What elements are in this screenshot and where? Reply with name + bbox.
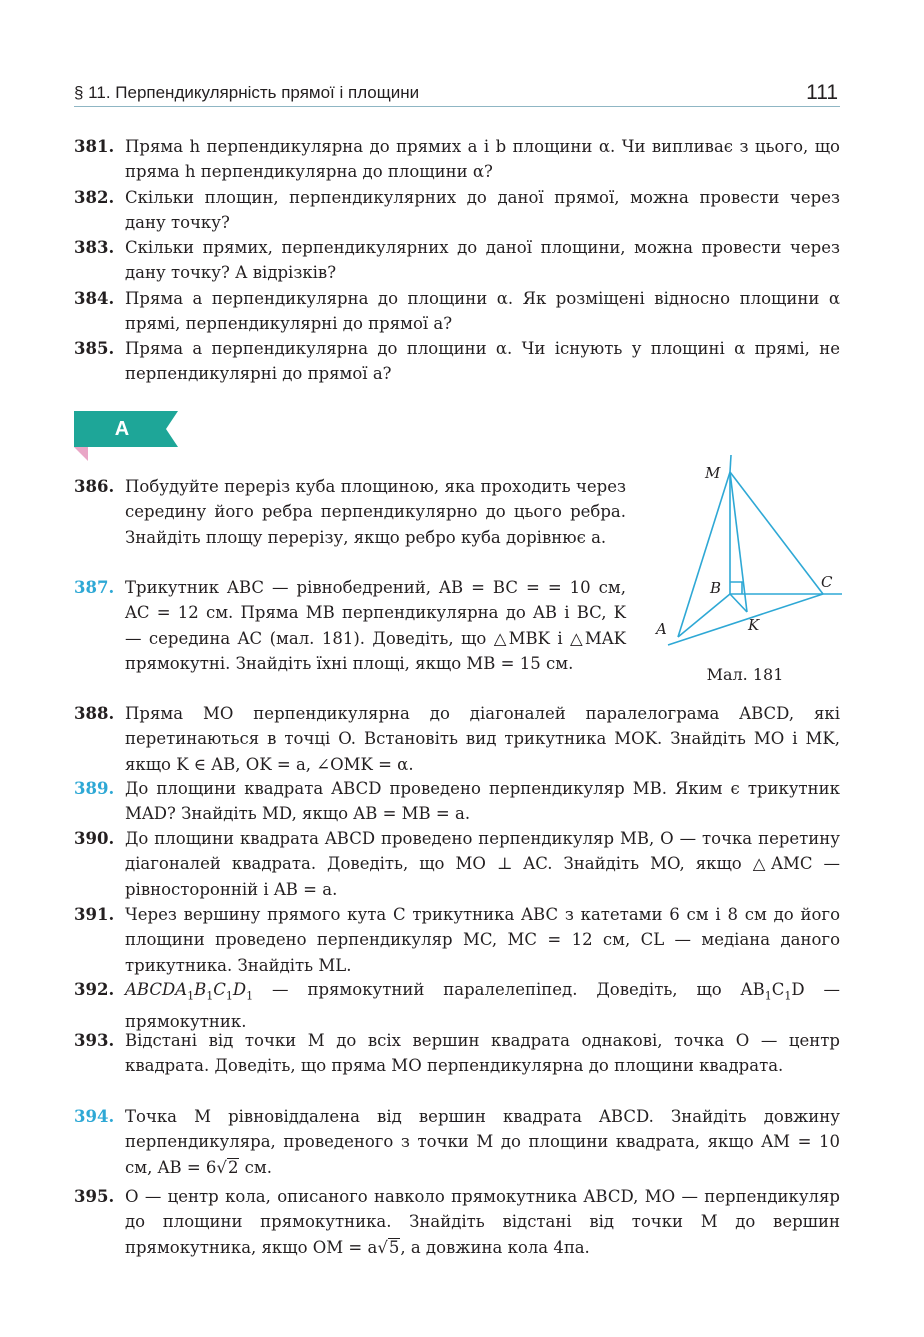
problem-number: 387.	[74, 578, 115, 597]
text-part: C	[771, 980, 785, 999]
problem-382	[74, 185, 840, 236]
problem-395	[74, 1184, 840, 1260]
subscript: 1	[225, 989, 233, 1003]
problem-number: 395.	[74, 1187, 115, 1206]
problem-387	[74, 575, 626, 676]
subscript: 1	[187, 989, 195, 1003]
subscript: 1	[246, 989, 254, 1003]
text-part: C	[213, 980, 226, 999]
edge-m-top	[730, 455, 731, 472]
problem-385	[74, 336, 840, 387]
problem-number: 383.	[74, 238, 115, 257]
text-part: B	[194, 980, 207, 999]
figure-181	[650, 452, 850, 692]
text-part: ABCDA	[125, 980, 188, 999]
subscript: 1	[206, 989, 214, 1003]
subscript: 1	[764, 989, 772, 1003]
problem-text	[125, 1184, 840, 1260]
problem-text: Пряма MO перпендикулярна до діагоналей паралелограма ABCD, які перетинаються в точці O. Встановіть вид трикутника MOK. Знайдіть MO і MK, якщо K ∈ AB, OK = a, ∠OMK = α.	[125, 704, 840, 774]
problem-number: 381.	[74, 137, 115, 156]
problem-number: 386.	[74, 477, 115, 496]
problem-392	[74, 977, 840, 1034]
sqrt-symbol: √	[216, 1157, 227, 1177]
text-part: , а довжина кола 4πa.	[400, 1237, 590, 1257]
problem-394	[74, 1104, 840, 1180]
point-label-k: K	[748, 616, 760, 634]
problem-text: До площини квадрата ABCD проведено перпендикуляр MB. Яким є трикутник MAD? Знайдіть MD, якщо AB = MB = a.	[125, 779, 840, 824]
problem-text: Через вершину прямого кута C трикутника ABC з катетами 6 см і 8 см до його площини проведено перпендикуляр MC, MC = 12 см, CL — медіана даного трикутника. Знайдіть ML.	[125, 905, 840, 975]
problem-text: Пряма a перпендикулярна до площини α. Чи існують у площині α прямі, не перпендикулярні до прямої a?	[125, 339, 840, 384]
problem-text: Пряма a перпендикулярна до площини α. Як розміщені відносно площини α прямі, перпендикулярні до прямої a?	[125, 289, 840, 334]
text-part: D	[232, 980, 247, 999]
text-part: Точка M рівновіддалена від вершин квадрата ABCD. Знайдіть довжину перпендикуляра, проведеного з точки M до площини квадрата, якщо AM = 10 см, AB = 6	[125, 1107, 840, 1177]
page-number: 111	[806, 81, 838, 104]
problem-number: 384.	[74, 289, 115, 308]
figure-caption: Мал. 181	[706, 665, 784, 684]
problem-number: 390.	[74, 829, 115, 848]
problem-text	[125, 977, 840, 1034]
subscript: 1	[784, 989, 792, 1003]
point-label-b: B	[710, 579, 722, 597]
edge-ma	[678, 472, 730, 637]
sqrt-symbol: √	[377, 1237, 388, 1257]
problem-390	[74, 826, 840, 902]
problem-383	[74, 235, 840, 286]
edge-mk	[730, 472, 747, 612]
section-a-tab	[74, 411, 180, 461]
text-part: — прямокутний паралелепіпед. Доведіть, що AB	[253, 980, 765, 999]
problem-text: Пряма h перпендикулярна до прямих a і b площини α. Чи випливає з цього, що пряма h перпендикулярна до площини α?	[125, 137, 840, 182]
problem-386	[74, 474, 626, 550]
problem-381	[74, 134, 840, 185]
problem-393	[74, 1028, 840, 1079]
radicand: 5	[388, 1237, 400, 1257]
problem-text: Скільки прямих, перпендикулярних до даної площини, можна провести через дану точку? А відрізків?	[125, 238, 840, 283]
problem-number: 382.	[74, 188, 115, 207]
problem-text: Скільки площин, перпендикулярних до даної прямої, можна провести через дану точку?	[125, 188, 840, 233]
text-part: O — центр кола, описаного навколо прямокутника ABCD, MO — перпендикуляр до площини прямокутника. Знайдіть відстані від точки M до вершин прямокутника, якщо OM = a	[125, 1187, 840, 1257]
problem-number: 389.	[74, 779, 115, 798]
problem-text	[125, 1104, 840, 1180]
point-label-m: M	[705, 464, 721, 482]
edge-mc	[730, 472, 823, 594]
right-angle-mark	[730, 582, 742, 594]
problem-388	[74, 701, 840, 777]
problem-384	[74, 286, 840, 337]
radicand: 2	[227, 1157, 239, 1177]
section-label: A	[114, 418, 130, 440]
section-tab-corner	[74, 447, 88, 461]
problem-number: 392.	[74, 980, 115, 999]
problem-number: 385.	[74, 339, 115, 358]
problem-text: Побудуйте переріз куба площиною, яка проходить через середину його ребра перпендикулярно до цього ребра. Знайдіть площу перерізу, якщо ребро куба дорівнює a.	[125, 477, 626, 547]
point-label-a: A	[656, 620, 667, 638]
problem-text: До площини квадрата ABCD проведено перпендикуляр MB, O — точка перетину діагоналей квадрата. Доведіть, що MO ⊥ AC. Знайдіть MO, якщо △AMC — рівносторонній і AB = a.	[125, 829, 840, 899]
problem-391	[74, 902, 840, 978]
problem-389	[74, 776, 840, 827]
problem-text: Відстані від точки M до всіх вершин квадрата однакові, точка O — центр квадрата. Доведіть, що пряма MO перпендикулярна до площини квадрата.	[125, 1031, 840, 1076]
text-part: см.	[239, 1157, 273, 1177]
point-label-c: C	[821, 573, 833, 591]
problem-number: 393.	[74, 1031, 115, 1050]
page-header	[74, 78, 840, 107]
text-part: D — прямокутник.	[125, 980, 840, 1031]
edge-ba	[678, 594, 730, 637]
problem-text: Трикутник ABC — рівнобедрений, AB = BC = = 10 см, AC = 12 см. Пряма MB перпендикулярна до AB і BC, K — середина AC (мал. 181). Доведіть, що △MBK і △MAK прямокутні. Знайдіть їхні площі, якщо MB = 15 см.	[125, 578, 626, 673]
problem-number: 394.	[74, 1107, 115, 1126]
problem-number: 388.	[74, 704, 115, 723]
problem-number: 391.	[74, 905, 115, 924]
section-title: § 11. Перпендикулярність прямої і площини	[74, 83, 420, 102]
